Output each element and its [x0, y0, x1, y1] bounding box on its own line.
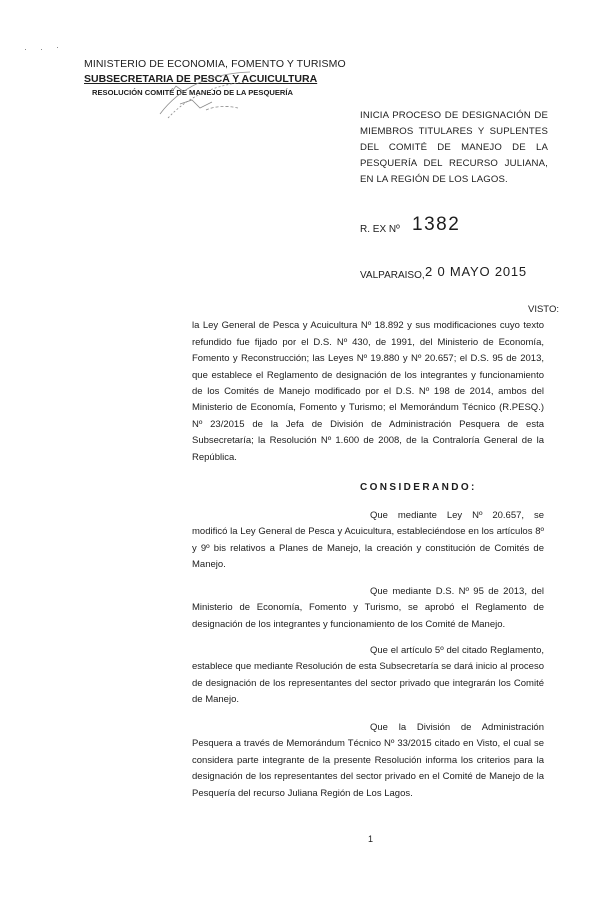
- considerando-paragraph-4: Que la División de Administración Pesquera a través de Memorándum Técnico Nº 33/2015 citado en Visto, el cual se considera parte integrante de la presente Resolución informa los criterios para la designación de los representantes del sector privado en el Comité de Manejo de la Pesquería del recurso Juliana Región de Los Lagos.: [192, 722, 544, 799]
- resolution-number-label: R. EX Nº: [360, 224, 400, 235]
- page-number: 1: [368, 834, 374, 844]
- scan-speck: ·: [56, 42, 59, 52]
- considerando-paragraph-3: Que el artículo 5º del citado Reglamento, establece que mediante Resolución de esta Subsecretaría se dará inicio al proceso de designación de los representantes del sector privado que integrarán los Comité de Manejo.: [192, 645, 544, 706]
- undersecretariat-heading: SUBSECRETARIA DE PESCA Y ACUICULTURA: [84, 73, 318, 85]
- visto-text: la Ley General de Pesca y Acuicultura Nº 18.892 y sus modificaciones cuyo texto refundido fue fijado por el D.S. Nº 430, de 1991, del Ministerio de Economía, Fomento y Reconstrucción; las Leyes Nº 19.880 y Nº 20.657; el D.S. 95 de 2013, que establece el Reglamento de designación de los integrantes y funcionamiento de los Comités de Manejo modificado por el D.S. Nº 198 de 2014, ambos del Ministerio de Economía, Fomento y Turismo; el Memorándum Técnico (R.PESQ.) Nº 23/2015 de la Jefa de División de Administración Pesquera de esta Subsecretaría; la Resolución Nº 1.600 de 2008, de la Contraloría General de la República.: [192, 320, 544, 463]
- date-stamp: 2 0 MAYO 2015: [425, 264, 527, 279]
- date-city: VALPARAISO,: [360, 270, 425, 281]
- resolution-number: 1382: [412, 214, 461, 235]
- considerando-paragraph-2: Que mediante D.S. Nº 95 de 2013, del Ministerio de Economía, Fomento y Turismo, se aprobó el Reglamento de designación de los integrantes y funcionamiento de los Comité de Manejo.: [192, 586, 544, 630]
- visto-label: VISTO:: [528, 304, 559, 315]
- visto-paragraph: [192, 302, 559, 466]
- resolution-label: RESOLUCIÓN COMITÉ DE MANEJO DE LA PESQUERÍA: [92, 88, 293, 97]
- scan-speck: ·: [40, 44, 43, 54]
- scan-speck: ·: [24, 44, 27, 54]
- resolution-subject: INICIA PROCESO DE DESIGNACIÓN DE MIEMBROS TITULARES Y SUPLENTES DEL COMITÉ DE MANEJO DE LA PESQUERÍA DEL RECURSO JULIANA, EN LA REGIÓN DE LOS LAGOS.: [360, 110, 548, 185]
- considerando-paragraph-1: Que mediante Ley Nº 20.657, se modificó la Ley General de Pesca y Acuicultura, estableciéndose en los artículos 8º y 9º bis relativos a Planes de Manejo, la creación y constitución de Comités de Manejo.: [192, 510, 544, 571]
- office-stamp-icon: [150, 64, 260, 126]
- ministry-heading: MINISTERIO DE ECONOMIA, FOMENTO Y TURISMO: [84, 58, 346, 70]
- considerando-heading: CONSIDERANDO:: [360, 482, 477, 493]
